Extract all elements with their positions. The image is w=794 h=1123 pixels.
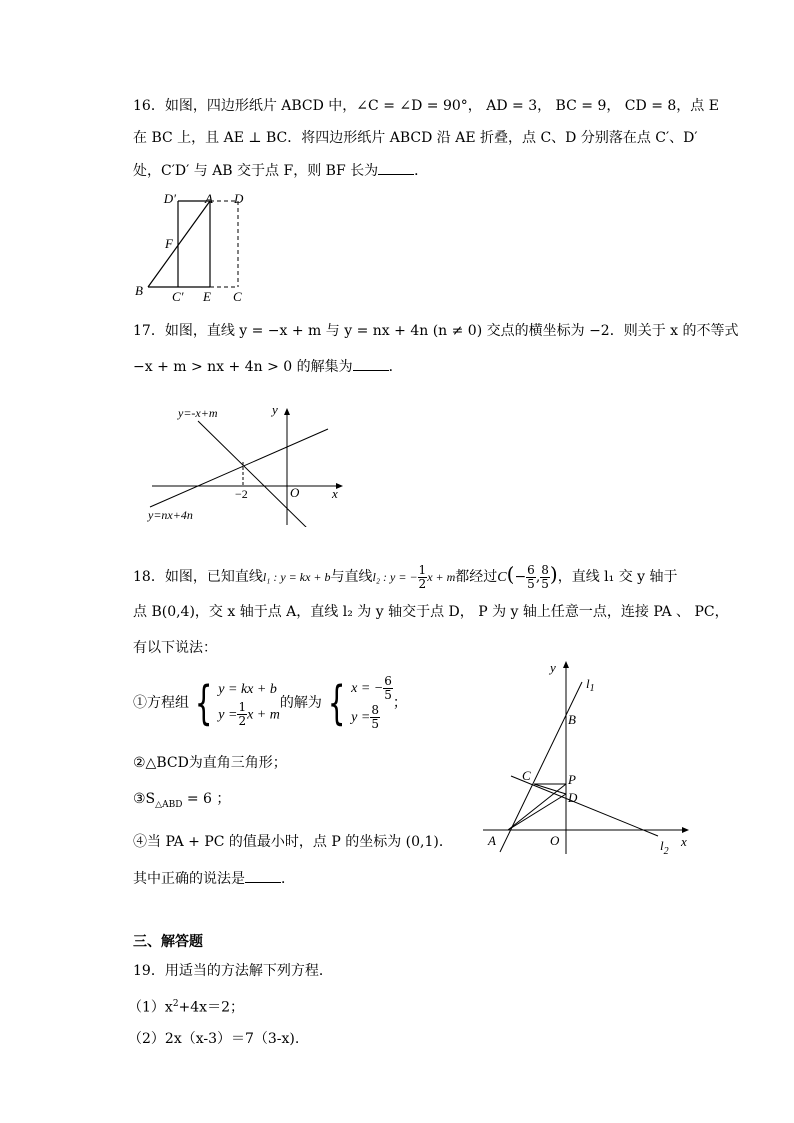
tail-text: 其中正确的说法是 (133, 871, 245, 887)
label-origin: O (290, 485, 300, 500)
l1-sub: 1 (589, 683, 595, 694)
l2-main: l (660, 838, 664, 853)
p1-sup: 2 (172, 999, 179, 1009)
sol-x-frac (383, 675, 393, 702)
q16-line1: 16．如图，四边形纸片 ABCD 中，∠C = ∠D = 90°， AD = 3， BC = 9， CD = 8，点 E (133, 98, 719, 114)
q18-line2: 点 B(0,4)，交 x 轴于点 A，直线 l₂ 为 y 轴交于点 D， P 为 y 轴上任意一点，连接 PA 、 PC， (133, 604, 729, 620)
q16-line3-text: 处，C′D′ 与 AB 交于点 F，则 BF 长为 (133, 163, 379, 179)
q18-item1: ①方程组 { y = kx + b y = $\frac{1}{2}$ x + m 的解为 { x = − $\frac{6}{5}$ y = $\frac{8}{5}$ ； (133, 673, 407, 731)
label-y-axis: y (550, 660, 556, 675)
label-d: D (568, 790, 578, 805)
section-heading: 三、解答题 (133, 934, 203, 950)
sol-y-frac (370, 704, 380, 731)
sol-y: y = (351, 710, 371, 725)
item3-sub: △ABD (155, 799, 183, 810)
label-a: A (488, 833, 496, 848)
label-line2: y=nx+4n (148, 508, 193, 522)
label-l1 (586, 676, 595, 694)
q16-line3 (133, 160, 428, 181)
c-y-fraction (540, 564, 550, 591)
label-b: B (135, 283, 143, 298)
label-d: D (234, 191, 244, 206)
q19-part2: （2）2x（x-3）＝7（3-x). (128, 1031, 300, 1047)
q18-text-b: 与直线 (330, 569, 373, 585)
q18-line3: 有以下说法： (133, 640, 217, 656)
half-fraction (418, 564, 428, 591)
label-o: O (550, 833, 560, 848)
q18-figure (478, 656, 698, 856)
label-c-prime: C′ (172, 289, 184, 304)
q17-line1: 17．如图，直线 y = −x + m 与 y = nx + 4n (n ≠ 0) 交点的横坐标为 −2．则关于 x 的不等式 (133, 323, 739, 339)
q18-item2: ②△BCD为直角三角形； (133, 755, 287, 771)
label-tick: −2 (235, 487, 248, 501)
sys-half-num: 1 (238, 699, 247, 714)
c-x-num: 6 (527, 562, 535, 577)
label-c: C (522, 768, 531, 783)
label-a: A (205, 191, 213, 206)
label-e: E (203, 289, 211, 304)
q17-line2-text: −x + m > nx + 4n > 0 的解集为 (133, 359, 353, 375)
sys-half-den: 2 (238, 713, 247, 728)
half-num: 1 (418, 562, 427, 577)
p1-b: +4x＝2； (178, 999, 244, 1016)
q17-line2 (133, 356, 403, 377)
q16-line3-end: ． (414, 163, 429, 179)
q18-tail (133, 868, 295, 889)
q19-part1 (128, 994, 244, 1018)
q16-figure (130, 190, 260, 305)
item3-s: ③S (133, 791, 156, 807)
l1-main: l (586, 676, 590, 691)
sol-x: x = − (351, 681, 384, 696)
sol-y-num: 8 (371, 702, 379, 717)
half-den: 2 (418, 576, 427, 591)
q18-text-a: 18．如图，已知直线 (133, 569, 263, 585)
label-l2 (660, 838, 669, 856)
q16-line2: 在 BC 上，且 AE ⊥ BC．将四边形纸片 ABCD 沿 AE 折叠，点 C、D 分别落在点 C′、D′ (133, 130, 698, 146)
sys-eq2b: x + m (247, 707, 280, 722)
label-b: B (568, 712, 576, 727)
c-y-den: 5 (541, 576, 549, 591)
answer-blank (378, 160, 414, 175)
label-d-prime: D′ (163, 191, 176, 206)
q19-line1: 19．用适当的方法解下列方程． (133, 963, 333, 979)
label-c: C (233, 289, 242, 304)
q18-line1: 18．如图，已知直线l₁ : y = kx + b与直线l₂ : y = − $\frac{1}{2}$ x + m都经过C(− $\frac{6}{5}$ , $\frac{8}{5}$ )，直线 l₁ 交 y 轴于 (133, 562, 678, 591)
sol-end: ； (392, 695, 407, 711)
label-x-axis: x (332, 486, 338, 501)
answer-blank (353, 356, 389, 371)
q18-l2-eq: l₂ : y = − (372, 570, 418, 584)
item1-sol-label: 的解为 (279, 695, 322, 711)
sol-x-num: 6 (384, 673, 392, 688)
c-x-fraction (526, 564, 536, 591)
c-y-num: 8 (541, 562, 549, 577)
item1-label: ①方程组 (133, 695, 189, 711)
q17-line2-end: ． (388, 359, 403, 375)
label-p: P (568, 772, 576, 787)
q18-text-c: 都经过 (455, 569, 498, 585)
q18-text-d: ，直线 l₁ 交 y 轴于 (557, 569, 678, 585)
sol-x-den: 5 (384, 687, 392, 702)
l2-sub: 2 (663, 846, 669, 856)
label-line1: y=-x+m (178, 406, 218, 420)
p1-a: （1）x (128, 999, 173, 1016)
q18-item4: ④当 PA + PC 的值最小时，点 P 的坐标为 (0,1)． (133, 834, 453, 850)
solution-system (351, 674, 393, 732)
q18-l2-rest: x + m (427, 570, 456, 584)
sys-half (237, 701, 247, 728)
tail-end: ． (281, 871, 295, 887)
label-y-axis: y (272, 402, 278, 417)
equation-system (218, 679, 280, 728)
q18-l1-eq: l₁ : y = kx + b (262, 570, 331, 584)
q18-item3 (133, 789, 230, 815)
point-c: C (497, 570, 507, 585)
c-x-den: 5 (527, 576, 535, 591)
q17-figure (140, 397, 350, 527)
sys-eq1: y = kx + b (218, 681, 277, 697)
answer-blank (245, 868, 281, 883)
sys-eq2a: y = (218, 707, 238, 722)
label-f: F (165, 236, 173, 251)
sol-y-den: 5 (371, 716, 379, 731)
label-x-axis: x (681, 834, 687, 849)
item3-rest: = 6 ； (182, 791, 231, 807)
